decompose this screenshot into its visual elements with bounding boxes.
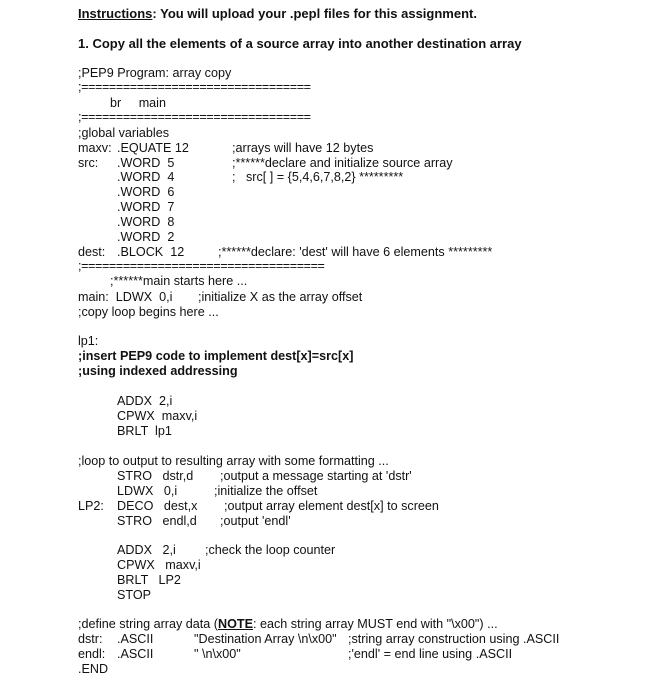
stro-dstr-line: STRO dstr,d: [117, 469, 194, 483]
endl-label: endl:: [78, 647, 106, 661]
brlt-line: BRLT lp1: [117, 424, 172, 438]
word-line: .WORD 7: [117, 200, 175, 214]
end-directive: .END: [78, 662, 109, 676]
global-variables-comment: ;global variables: [78, 126, 170, 140]
note-label: NOTE: [218, 617, 253, 631]
word-line: .WORD 8: [117, 215, 175, 229]
copy-loop-comment: ;copy loop begins here ...: [78, 305, 219, 319]
endl-comment: ;'endl' = end line using .ASCII: [348, 647, 513, 661]
stro-endl-comment: ;output 'endl': [220, 514, 291, 528]
src-values-comment: ; src[ ] = {5,4,6,7,8,2} *********: [232, 170, 404, 184]
lp2-label: LP2:: [78, 499, 104, 513]
main-starts-comment: ;******main starts here ...: [110, 274, 248, 288]
maxv-label: maxv:: [78, 141, 112, 155]
instructions-text: : You will upload your .pepl files for this assignment.: [152, 6, 477, 21]
task-1-heading: 1. Copy all the elements of a source array into another destination array: [78, 36, 522, 51]
stop-line: STOP: [117, 588, 152, 602]
deco-line: DECO dest,x: [117, 499, 198, 513]
cpwx-line: CPWX maxv,i: [117, 409, 198, 423]
cpwx-counter-line: CPWX maxv,i: [117, 558, 201, 572]
separator-line: ;=================================: [78, 80, 311, 94]
loop-output-comment: ;loop to output to resulting array with some formatting ...: [78, 454, 389, 468]
define-prefix: ;define string array data (: [78, 617, 219, 631]
br-main-line: br main: [110, 96, 166, 110]
main-ldwx-line: main: LDWX 0,i: [78, 290, 173, 304]
separator-line: ;=================================: [78, 110, 311, 124]
endl-value: " \n\x00": [194, 647, 241, 661]
dest-instruction: .BLOCK 12: [117, 245, 185, 259]
stro-endl-line: STRO endl,d: [117, 514, 197, 528]
dstr-value: "Destination Array \n\x00": [194, 632, 337, 646]
addx-line: ADDX 2,i: [117, 394, 173, 408]
src-declare-comment: ;******declare and initialize source array: [232, 156, 453, 170]
dstr-label: dstr:: [78, 632, 103, 646]
word-line: .WORD 4: [117, 170, 175, 184]
addx-counter-comment: ;check the loop counter: [205, 543, 336, 557]
deco-comment: ;output array element dest[x] to screen: [224, 499, 439, 513]
dstr-instruction: .ASCII: [117, 632, 154, 646]
lp1-label: lp1:: [78, 334, 99, 348]
stro-dstr-comment: ;output a message starting at 'dstr': [220, 469, 412, 483]
word-line: .WORD 2: [117, 230, 175, 244]
define-strings-comment: [78, 617, 498, 632]
instructions-label: Instructions: [78, 6, 153, 21]
word-line: .WORD 6: [117, 185, 175, 199]
program-title-comment: ;PEP9 Program: array copy: [78, 66, 232, 80]
maxv-instruction: .EQUATE 12: [117, 141, 189, 155]
word-line: .WORD 5: [117, 156, 175, 170]
instructions-heading: [78, 6, 477, 21]
endl-instruction: .ASCII: [117, 647, 154, 661]
indexed-addressing-comment: ;using indexed addressing: [78, 364, 238, 378]
src-label: src:: [78, 156, 99, 170]
define-suffix: : each string array MUST end with "\x00") ...: [253, 617, 498, 631]
brlt-lp2-line: BRLT LP2: [117, 573, 181, 587]
main-ldwx-comment: ;initialize X as the array offset: [198, 290, 363, 304]
ldwx-offset-line: LDWX 0,i: [117, 484, 178, 498]
dest-comment: ;******declare: 'dest' will have 6 elements *********: [218, 245, 493, 259]
separator-line: ;===================================: [78, 259, 325, 273]
maxv-comment: ;arrays will have 12 bytes: [232, 141, 374, 155]
addx-counter-line: ADDX 2,i: [117, 543, 176, 557]
ldwx-offset-comment: ;initialize the offset: [214, 484, 318, 498]
dest-label: dest:: [78, 245, 106, 259]
dstr-comment: ;string array construction using .ASCII: [348, 632, 560, 646]
insert-code-comment: ;insert PEP9 code to implement dest[x]=src[x]: [78, 349, 354, 363]
